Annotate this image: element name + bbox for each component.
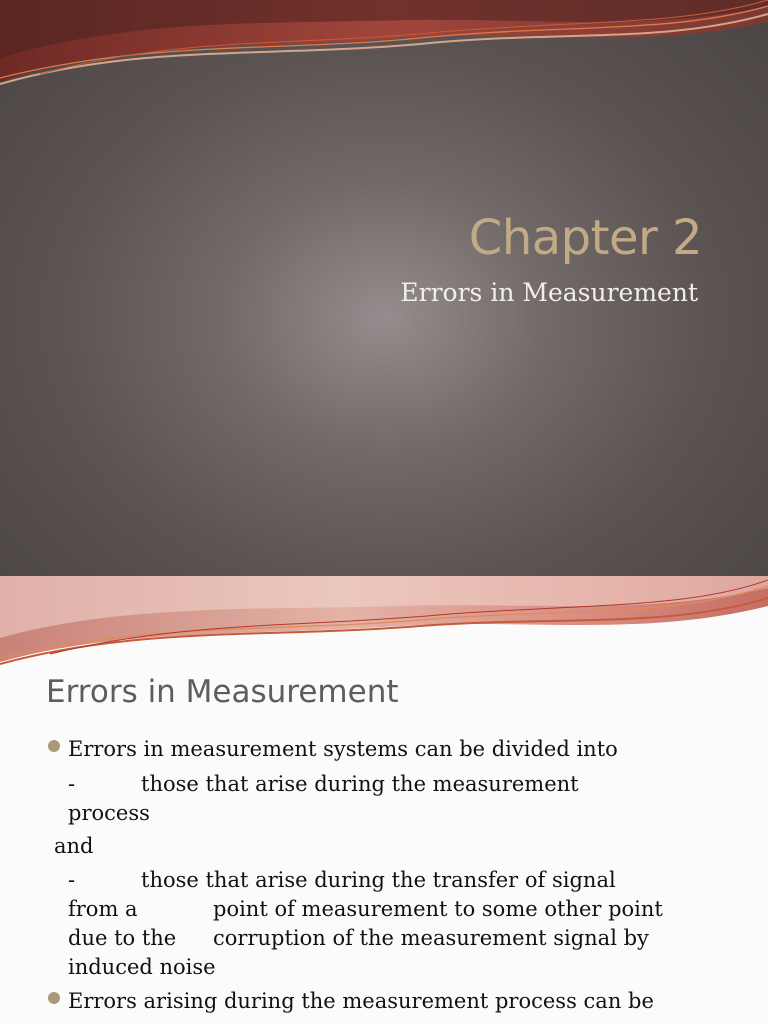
sub-item-text: from a xyxy=(68,897,138,921)
bullet-icon xyxy=(48,992,60,1004)
bullet-text: Errors in measurement systems can be divided into xyxy=(68,737,618,761)
bullet-text: Errors arising during the measurement process can be xyxy=(68,989,654,1013)
dash-marker: - xyxy=(68,868,76,892)
top-swoosh-decoration xyxy=(0,0,768,110)
slide-subtitle: Errors in Measurement xyxy=(400,278,698,307)
sub-item-text: induced noise xyxy=(68,955,216,979)
sub-item-text: process xyxy=(68,801,150,825)
sub-item-text: due to the xyxy=(68,926,177,950)
top-swoosh-decoration xyxy=(0,576,768,672)
bullet-icon xyxy=(48,740,60,752)
slide-title: Errors in Measurement xyxy=(46,674,399,710)
sub-item-text: those that arise during the measurement xyxy=(141,772,579,796)
connector-text: and xyxy=(54,834,94,858)
sub-item-text: point of measurement to some other point xyxy=(213,897,663,921)
dash-marker: - xyxy=(68,772,76,796)
content-slide xyxy=(0,576,768,1024)
slide-title: Chapter 2 xyxy=(468,210,702,266)
sub-item-text: corruption of the measurement signal by xyxy=(213,926,649,950)
sub-item-text: those that arise during the transfer of signal xyxy=(141,868,616,892)
